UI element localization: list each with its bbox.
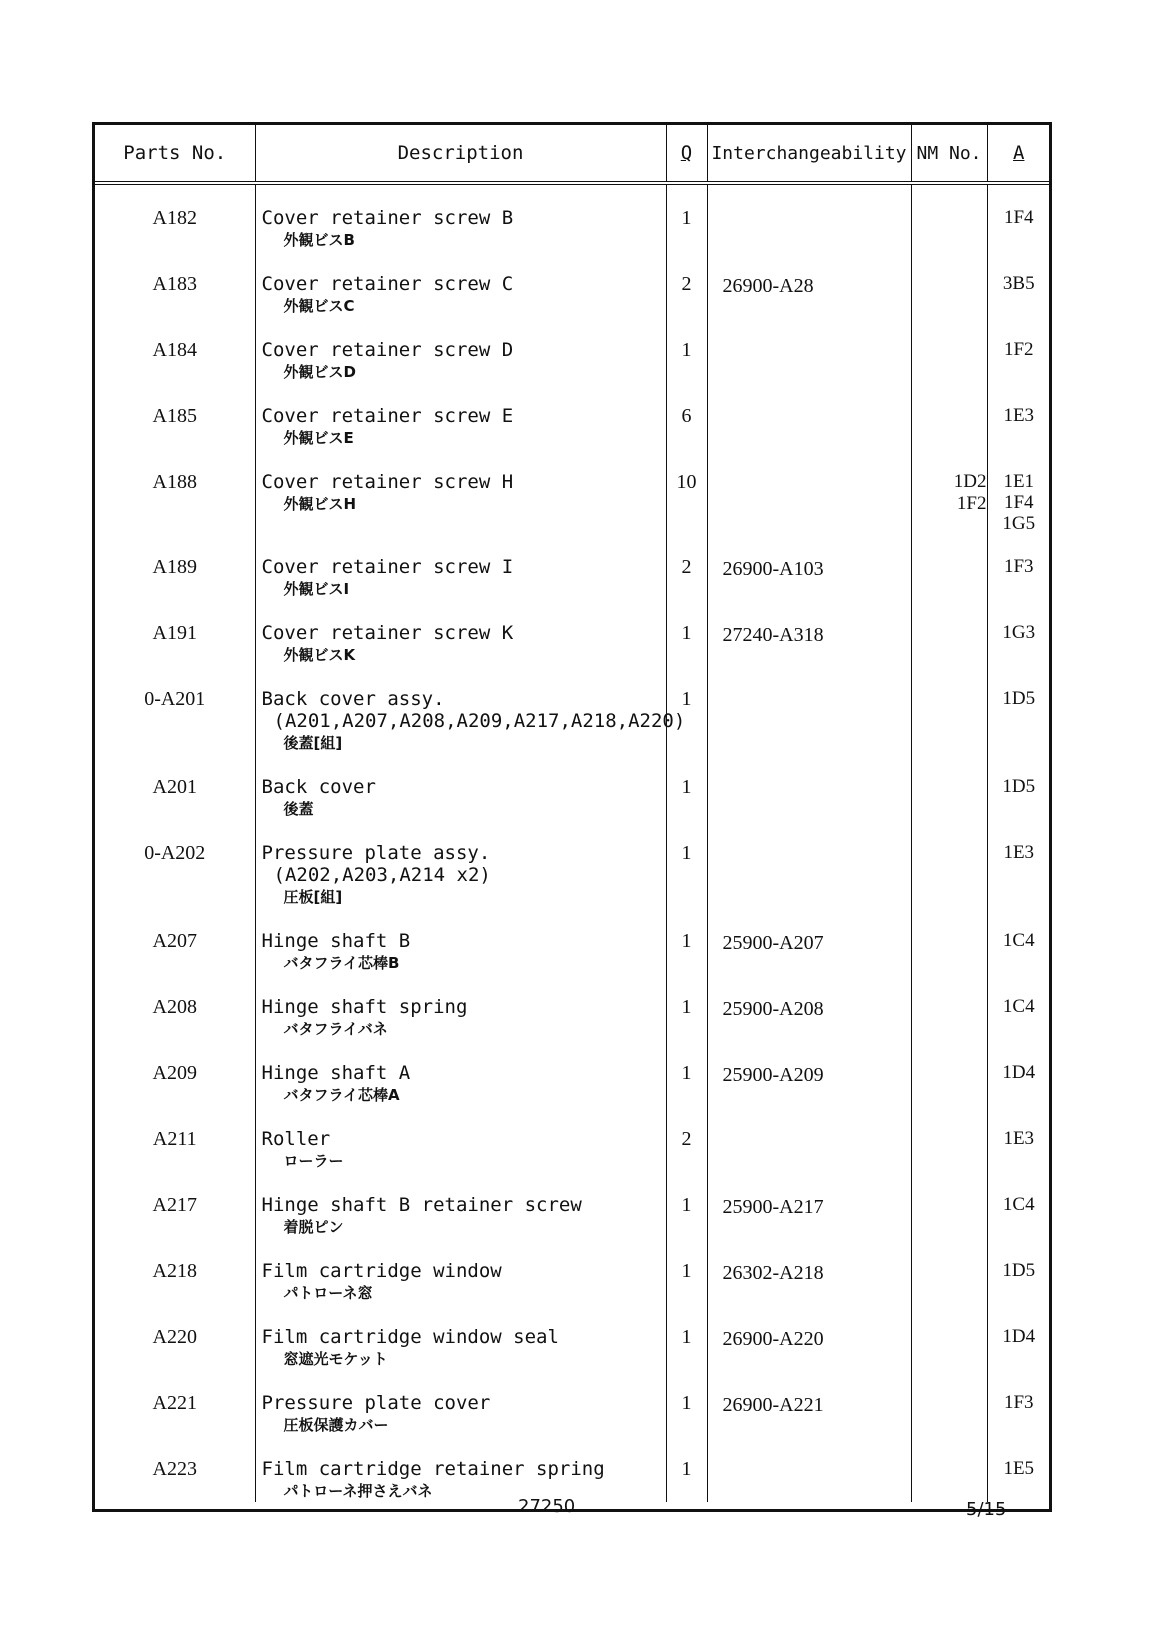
parts-list-table	[95, 125, 1050, 1502]
description-jp: 圧板[組]	[283, 888, 343, 906]
table-row	[95, 1040, 1050, 1106]
quantity: 1	[666, 1436, 707, 1502]
description-jp: 外観ビスH	[283, 495, 357, 513]
description-cell	[255, 1436, 666, 1502]
description-en: Hinge shaft spring	[261, 996, 468, 1018]
quantity: 1	[666, 1040, 707, 1106]
description-jp: 後蓋[組]	[283, 734, 343, 752]
interchangeability	[707, 754, 911, 820]
part-number: A208	[152, 996, 197, 1018]
description-en: Cover retainer screw B	[261, 207, 514, 229]
interchangeability	[707, 1106, 911, 1172]
nm-number	[911, 974, 987, 1040]
table-row	[95, 1436, 1050, 1502]
interchangeability: 26900-A103	[707, 534, 911, 600]
part-number: A220	[152, 1326, 197, 1348]
description-jp: バタフライ芯棒B	[283, 954, 400, 972]
quantity: 2	[666, 1106, 707, 1172]
description-cell	[255, 383, 666, 449]
interchangeability	[707, 1436, 911, 1502]
interchangeability: 27240-A318	[707, 600, 911, 666]
interchangeability	[707, 317, 911, 383]
grid-location: 1F4	[987, 183, 1050, 251]
interchangeability	[707, 183, 911, 251]
description-jp: 圧板保護カバー	[283, 1416, 389, 1434]
header-interchangeability: Interchangeability	[707, 125, 911, 183]
header-a: A	[987, 125, 1050, 183]
description-cell	[255, 1172, 666, 1238]
grid-location: 1D5	[987, 666, 1050, 754]
nm-number	[911, 1172, 987, 1238]
description-jp: 後蓋	[283, 800, 314, 818]
grid-location: 1E3	[987, 1106, 1050, 1172]
table-row	[95, 383, 1050, 449]
description-cell	[255, 974, 666, 1040]
description-jp: パトローネ押さえバネ	[283, 1482, 433, 1500]
description-cell	[255, 820, 666, 908]
quantity: 6	[666, 383, 707, 449]
part-number: A183	[152, 273, 197, 295]
description-cell	[255, 251, 666, 317]
description-jp: 外観ビスE	[283, 429, 354, 447]
nm-number	[911, 1040, 987, 1106]
part-number: A209	[152, 1062, 197, 1084]
interchangeability	[707, 666, 911, 754]
quantity: 1	[666, 183, 707, 251]
table-row	[95, 1238, 1050, 1304]
grid-location: 1F2	[987, 317, 1050, 383]
parts-list-table-frame	[92, 122, 1052, 1512]
part-number: A188	[152, 471, 197, 493]
description-en: Film cartridge window	[261, 1260, 502, 1282]
quantity: 2	[666, 534, 707, 600]
description-cell	[255, 666, 686, 754]
table-row	[95, 317, 1050, 383]
quantity: 2	[666, 251, 707, 317]
nm-number	[911, 1304, 987, 1370]
description-cell	[255, 183, 666, 251]
description-jp: バタフライ芯棒A	[283, 1086, 400, 1104]
description-en: Cover retainer screw I	[261, 556, 514, 578]
header-nm-no: NM No.	[911, 125, 987, 183]
table-row	[95, 1304, 1050, 1370]
table-row	[95, 449, 1050, 534]
description-jp: 窓遮光モケット	[283, 1350, 388, 1368]
description-jp: 外観ビスK	[283, 646, 356, 664]
description-en: Cover retainer screw E	[261, 405, 514, 427]
nm-number	[911, 534, 987, 600]
description-cell	[255, 1304, 666, 1370]
description-jp: 着脱ピン	[283, 1218, 344, 1236]
description-cell	[255, 317, 666, 383]
nm-number	[911, 1370, 987, 1436]
grid-location: 1C4	[987, 974, 1050, 1040]
table-row	[95, 974, 1050, 1040]
description-en: Hinge shaft A	[261, 1062, 411, 1084]
quantity: 1	[666, 317, 707, 383]
interchangeability	[707, 449, 911, 534]
header-q: Q	[666, 125, 707, 183]
interchangeability: 26302-A218	[707, 1238, 911, 1304]
grid-location: 1D5	[987, 754, 1050, 820]
quantity: 1	[666, 974, 707, 1040]
description-cell	[255, 1106, 666, 1172]
description-jp: 外観ビスB	[283, 231, 355, 249]
part-number: A211	[152, 1128, 197, 1150]
description-cell	[255, 908, 666, 974]
description-en: Back cover assy.	[261, 688, 445, 710]
description-en: Film cartridge retainer spring	[261, 1458, 605, 1480]
description-en: Hinge shaft B	[261, 930, 411, 952]
description-jp: パトローネ窓	[283, 1284, 373, 1302]
grid-location: 3B5	[987, 251, 1050, 317]
description-cell	[255, 534, 666, 600]
table-row	[95, 666, 1050, 754]
description-en: Cover retainer screw K	[261, 622, 514, 644]
nm-number	[911, 1238, 987, 1304]
table-header-row	[95, 125, 1050, 183]
interchangeability: 25900-A207	[707, 908, 911, 974]
quantity: 10	[666, 449, 707, 534]
part-number: A184	[152, 339, 197, 361]
quantity: 1	[666, 908, 707, 974]
nm-number	[911, 317, 987, 383]
nm-number	[911, 1436, 987, 1502]
table-row	[95, 534, 1050, 600]
nm-number	[911, 1106, 987, 1172]
description-en: Hinge shaft B retainer screw	[261, 1194, 582, 1216]
quantity: 1	[666, 1172, 707, 1238]
nm-number	[911, 183, 987, 251]
description-jp: ローラー	[283, 1152, 344, 1170]
description-cell	[255, 600, 666, 666]
grid-location: 1E3	[987, 383, 1050, 449]
grid-location: 1E5	[987, 1436, 1050, 1502]
description-cell	[255, 449, 666, 534]
description-en: Roller	[261, 1128, 331, 1150]
grid-location: 1D4	[987, 1304, 1050, 1370]
quantity: 1	[666, 1370, 707, 1436]
quantity: 1	[666, 754, 707, 820]
document-number: 27250	[518, 1496, 576, 1517]
table-row	[95, 908, 1050, 974]
description-cell	[255, 1238, 666, 1304]
table-row	[95, 820, 1050, 908]
nm-number	[911, 908, 987, 974]
nm-number	[911, 754, 987, 820]
description-en: Back cover	[261, 776, 376, 798]
description-cell	[255, 754, 666, 820]
interchangeability: 26900-A220	[707, 1304, 911, 1370]
description-components: (A201,A207,A208,A209,A217,A218,A220)	[273, 710, 686, 732]
part-number: A189	[152, 556, 197, 578]
table-row	[95, 251, 1050, 317]
interchangeability: 25900-A209	[707, 1040, 911, 1106]
interchangeability: 25900-A208	[707, 974, 911, 1040]
part-number: A182	[152, 207, 197, 229]
interchangeability	[707, 820, 911, 908]
description-en: Film cartridge window seal	[261, 1326, 559, 1348]
quantity: 1	[666, 666, 707, 754]
quantity: 1	[666, 600, 707, 666]
description-en: Cover retainer screw D	[261, 339, 514, 361]
quantity: 1	[666, 1238, 707, 1304]
part-number: A223	[152, 1458, 197, 1480]
nm-number	[911, 820, 987, 908]
description-jp: バタフライバネ	[283, 1020, 388, 1038]
interchangeability: 26900-A221	[707, 1370, 911, 1436]
interchangeability	[707, 383, 911, 449]
table-row	[95, 1106, 1050, 1172]
grid-location: 1C4	[987, 1172, 1050, 1238]
table-row	[95, 1370, 1050, 1436]
table-row	[95, 600, 1050, 666]
interchangeability: 26900-A28	[707, 251, 911, 317]
grid-location: 1D4	[987, 1040, 1050, 1106]
part-number: A217	[152, 1194, 197, 1216]
grid-location: 1F3	[987, 534, 1050, 600]
nm-number	[911, 383, 987, 449]
description-cell	[255, 1370, 666, 1436]
description-components: (A202,A203,A214 x2)	[273, 864, 491, 886]
description-en: Cover retainer screw H	[261, 471, 514, 493]
nm-number: 1D2 1F2	[911, 449, 987, 534]
nm-number	[911, 251, 987, 317]
part-number: 0-A202	[144, 842, 206, 864]
part-number: A185	[152, 405, 197, 427]
table-row	[95, 754, 1050, 820]
quantity: 1	[666, 1304, 707, 1370]
page-number: 5/15	[966, 1499, 1007, 1520]
part-number: A191	[152, 622, 197, 644]
part-number: 0-A201	[144, 688, 206, 710]
header-description: Description	[255, 125, 666, 183]
description-en: Pressure plate cover	[261, 1392, 491, 1414]
description-en: Pressure plate assy.	[261, 842, 491, 864]
description-jp: 外観ビスC	[283, 297, 355, 315]
grid-location: 1E1 1F4 1G5	[987, 449, 1050, 534]
table-row	[95, 183, 1050, 251]
quantity: 1	[666, 820, 707, 908]
nm-number	[911, 666, 987, 754]
description-cell	[255, 1040, 666, 1106]
description-jp: 外観ビスD	[283, 363, 356, 381]
description-en: Cover retainer screw C	[261, 273, 514, 295]
part-number: A221	[152, 1392, 197, 1414]
header-parts-no: Parts No.	[95, 125, 255, 183]
grid-location: 1F3	[987, 1370, 1050, 1436]
part-number: A207	[152, 930, 197, 952]
grid-location: 1C4	[987, 908, 1050, 974]
grid-location: 1E3	[987, 820, 1050, 908]
part-number: A218	[152, 1260, 197, 1282]
interchangeability: 25900-A217	[707, 1172, 911, 1238]
grid-location: 1D5	[987, 1238, 1050, 1304]
description-jp: 外観ビスI	[283, 580, 350, 598]
table-row	[95, 1172, 1050, 1238]
part-number: A201	[152, 776, 197, 798]
grid-location: 1G3	[987, 600, 1050, 666]
nm-number	[911, 600, 987, 666]
